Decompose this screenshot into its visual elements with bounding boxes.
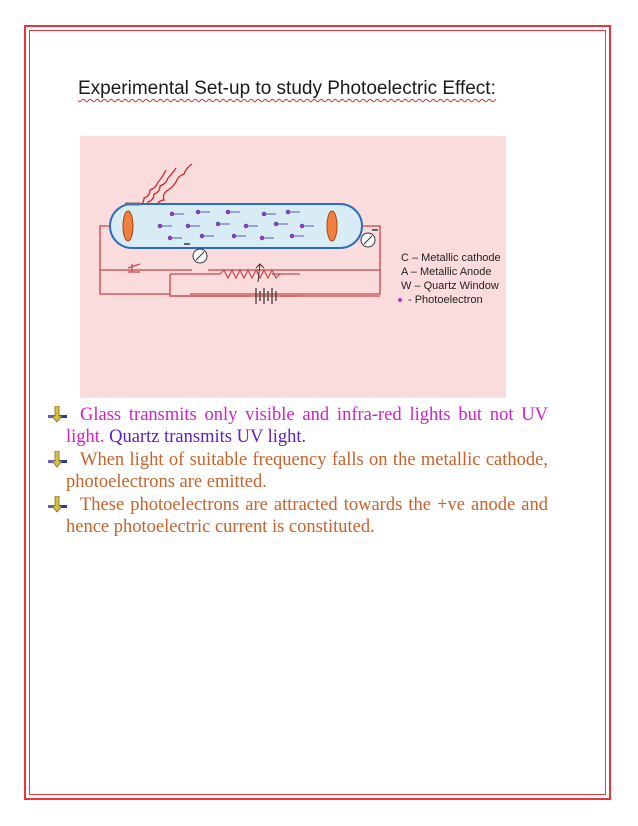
bullet-item — [48, 494, 548, 538]
legend-electron: - Photoelectron — [408, 294, 483, 306]
cathode-plate — [123, 211, 133, 241]
rheostat — [220, 270, 280, 278]
electron-dot-icon — [398, 298, 402, 302]
bullet-1-text-a: Glass transmits only visible and infra-red lights but not UV light. — [66, 405, 548, 447]
diagram-legend — [401, 251, 501, 307]
bullet-2-text: When light of suitable frequency falls on the metallic cathode, photoelectrons are emitted. — [66, 450, 548, 492]
vacuum-tube — [110, 204, 362, 248]
anode-plate — [327, 211, 337, 241]
bullet-item — [48, 404, 548, 448]
bullet-arrow-icon — [48, 496, 68, 514]
bullet-arrow-icon — [48, 451, 68, 469]
bullet-item — [48, 449, 548, 493]
bullet-1-text-b: Quartz transmits UV light. — [109, 427, 307, 447]
legend-anode: A – Metallic Anode — [401, 266, 492, 278]
legend-window: W – Quartz Window — [401, 280, 499, 292]
photoelectric-diagram — [80, 136, 506, 398]
bullet-3-text: These photoelectrons are attracted towards the +ve anode and hence photoelectric current is constituted. — [66, 495, 548, 537]
page-title: Experimental Set-up to study Photoelectric Effect: — [78, 78, 496, 99]
key-switch — [128, 264, 140, 272]
bullet-list — [48, 404, 548, 539]
bullet-arrow-icon — [48, 406, 68, 424]
legend-cathode: C – Metallic cathode — [401, 252, 501, 264]
